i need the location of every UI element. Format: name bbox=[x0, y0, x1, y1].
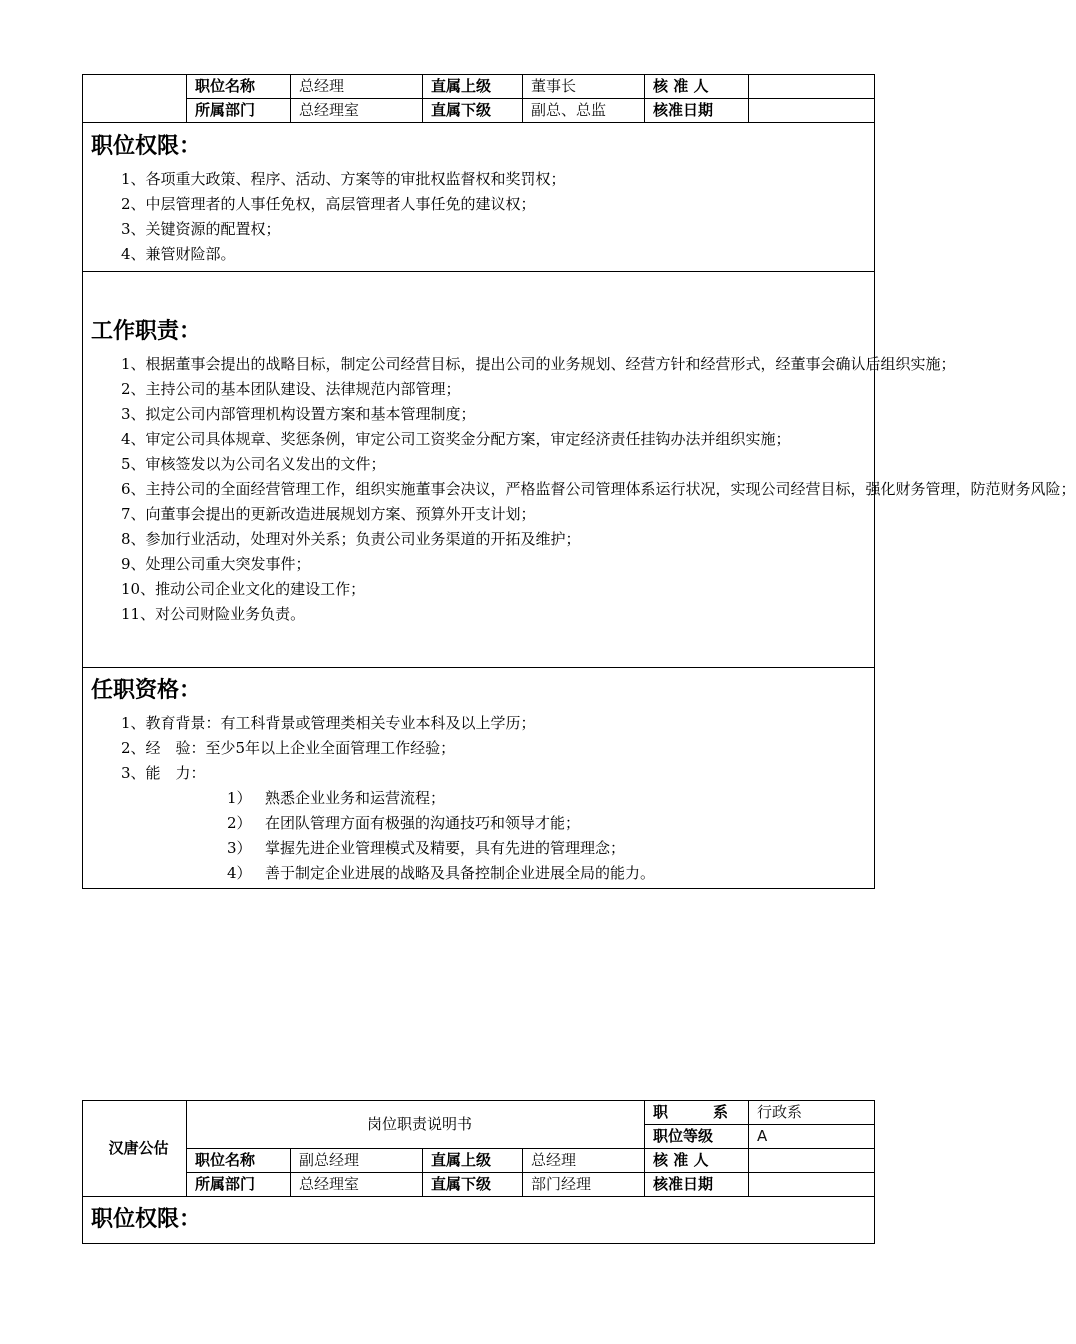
duties-heading: 工作职责： bbox=[91, 319, 202, 344]
duty-item: 7、向董事会提出的更新改造进展规划方案、预算外开支计划； bbox=[121, 505, 536, 523]
ability-number: 3） bbox=[227, 838, 252, 857]
qualification-item: 1、教育背景：有工科背景或管理类相关专业本科及以上学历； bbox=[121, 713, 536, 732]
ability-item bbox=[91, 836, 874, 861]
duties-list bbox=[91, 352, 1076, 627]
department-label: 所属部门 bbox=[187, 1173, 291, 1197]
ability-number: 2） bbox=[227, 813, 252, 832]
qualifications-section bbox=[83, 668, 875, 889]
ability-text: 熟悉企业业务和运营流程； bbox=[265, 788, 446, 807]
position-name-label: 职位名称 bbox=[187, 1149, 291, 1173]
info-row-2 bbox=[83, 1173, 875, 1197]
subordinate-label: 直属下级 bbox=[423, 99, 523, 123]
info-row-1 bbox=[83, 1149, 875, 1173]
series-label: 职 系 bbox=[645, 1101, 749, 1125]
job-card-deputy-general-manager bbox=[82, 1100, 875, 1244]
supervisor-label: 直属上级 bbox=[423, 75, 523, 99]
approval-date-value bbox=[749, 1173, 875, 1197]
duties-section bbox=[83, 272, 875, 668]
authority-item: 1、各项重大政策、程序、活动、方案等的审批权监督权和奖罚权； bbox=[121, 170, 566, 188]
abilities-list bbox=[91, 786, 874, 886]
subordinate-value: 部门经理 bbox=[523, 1173, 645, 1197]
approval-date-value bbox=[749, 99, 875, 123]
duty-item: 3、拟定公司内部管理机构设置方案和基本管理制度； bbox=[121, 405, 476, 423]
department-value: 总经理室 bbox=[291, 99, 423, 123]
company-name: 汉唐公估 bbox=[83, 1101, 187, 1197]
duty-item: 8、参加行业活动，处理对外关系；负责公司业务渠道的开拓及维护； bbox=[121, 530, 581, 548]
ability-item bbox=[91, 811, 874, 836]
duty-item: 6、主持公司的全面经营管理工作，组织实施董事会决议，严格监督公司管理体系运行状况，实现公司经营目标，强化财务管理，防范财务风险； bbox=[121, 480, 1076, 498]
document-title: 岗位职责说明书 bbox=[187, 1101, 645, 1149]
authority-list bbox=[91, 167, 874, 267]
info-row-1 bbox=[83, 75, 875, 99]
header-row-1 bbox=[83, 1101, 875, 1125]
approver-label: 核 准 人 bbox=[645, 1149, 749, 1173]
duty-item: 5、审核签发以为公司名义发出的文件； bbox=[121, 455, 386, 473]
duty-item: 9、处理公司重大突发事件； bbox=[121, 555, 311, 573]
ability-text: 掌握先进企业管理模式及精要，具有先进的管理理念； bbox=[265, 838, 626, 857]
supervisor-label: 直属上级 bbox=[423, 1149, 523, 1173]
position-name-value: 总经理 bbox=[291, 75, 423, 99]
authority-heading: 职位权限： bbox=[91, 1207, 202, 1232]
approval-date-label: 核准日期 bbox=[645, 1173, 749, 1197]
approval-date-label: 核准日期 bbox=[645, 99, 749, 123]
supervisor-value: 总经理 bbox=[523, 1149, 645, 1173]
approver-label: 核 准 人 bbox=[645, 75, 749, 99]
duty-item: 2、主持公司的基本团队建设、法律规范内部管理； bbox=[121, 380, 461, 398]
subordinate-label: 直属下级 bbox=[423, 1173, 523, 1197]
qualifications-heading: 任职资格： bbox=[91, 677, 202, 703]
info-row-2 bbox=[83, 99, 875, 123]
series-value: 行政系 bbox=[749, 1101, 875, 1125]
qualifications-list bbox=[91, 711, 874, 786]
department-label: 所属部门 bbox=[187, 99, 291, 123]
department-value: 总经理室 bbox=[291, 1173, 423, 1197]
authority-item: 4、兼管财险部。 bbox=[121, 245, 236, 263]
ability-number: 1） bbox=[227, 788, 252, 807]
ability-text: 在团队管理方面有极强的沟通技巧和领导才能； bbox=[265, 813, 581, 832]
duty-item: 1、根据董事会提出的战略目标，制定公司经营目标，提出公司的业务规划、经营方针和经营形式，经董事会确认后组织实施； bbox=[121, 355, 956, 373]
blank-cell bbox=[83, 75, 187, 123]
approver-value bbox=[749, 75, 875, 99]
authority-section bbox=[83, 123, 875, 272]
duty-item: 11、对公司财险业务负责。 bbox=[121, 605, 306, 623]
grade-value: A bbox=[749, 1125, 875, 1149]
authority-heading: 职位权限： bbox=[91, 134, 202, 159]
authority-item: 2、中层管理者的人事任免权，高层管理者人事任免的建议权； bbox=[121, 195, 536, 213]
qualification-item: 3、能 力： bbox=[121, 763, 206, 782]
duty-item: 4、审定公司具体规章、奖惩条例，审定公司工资奖金分配方案，审定经济责任挂钩办法并组织实施； bbox=[121, 430, 791, 448]
duty-item: 10、推动公司企业文化的建设工作； bbox=[121, 580, 366, 598]
approver-value bbox=[749, 1149, 875, 1173]
authority-item: 3、关键资源的配置权； bbox=[121, 220, 281, 238]
ability-text: 善于制定企业进展的战略及具备控制企业进展全局的能力。 bbox=[265, 863, 656, 882]
authority-section bbox=[83, 1197, 875, 1244]
job-card-general-manager bbox=[82, 74, 1076, 889]
position-name-value: 副总经理 bbox=[291, 1149, 423, 1173]
ability-item bbox=[91, 786, 874, 811]
qualification-item: 2、经 验：至少5年以上企业全面管理工作经验； bbox=[121, 738, 456, 757]
grade-label: 职位等级 bbox=[645, 1125, 749, 1149]
supervisor-value: 董事长 bbox=[523, 75, 645, 99]
ability-number: 4） bbox=[227, 863, 252, 882]
subordinate-value: 副总、总监 bbox=[523, 99, 645, 123]
ability-item bbox=[91, 861, 874, 886]
position-name-label: 职位名称 bbox=[187, 75, 291, 99]
